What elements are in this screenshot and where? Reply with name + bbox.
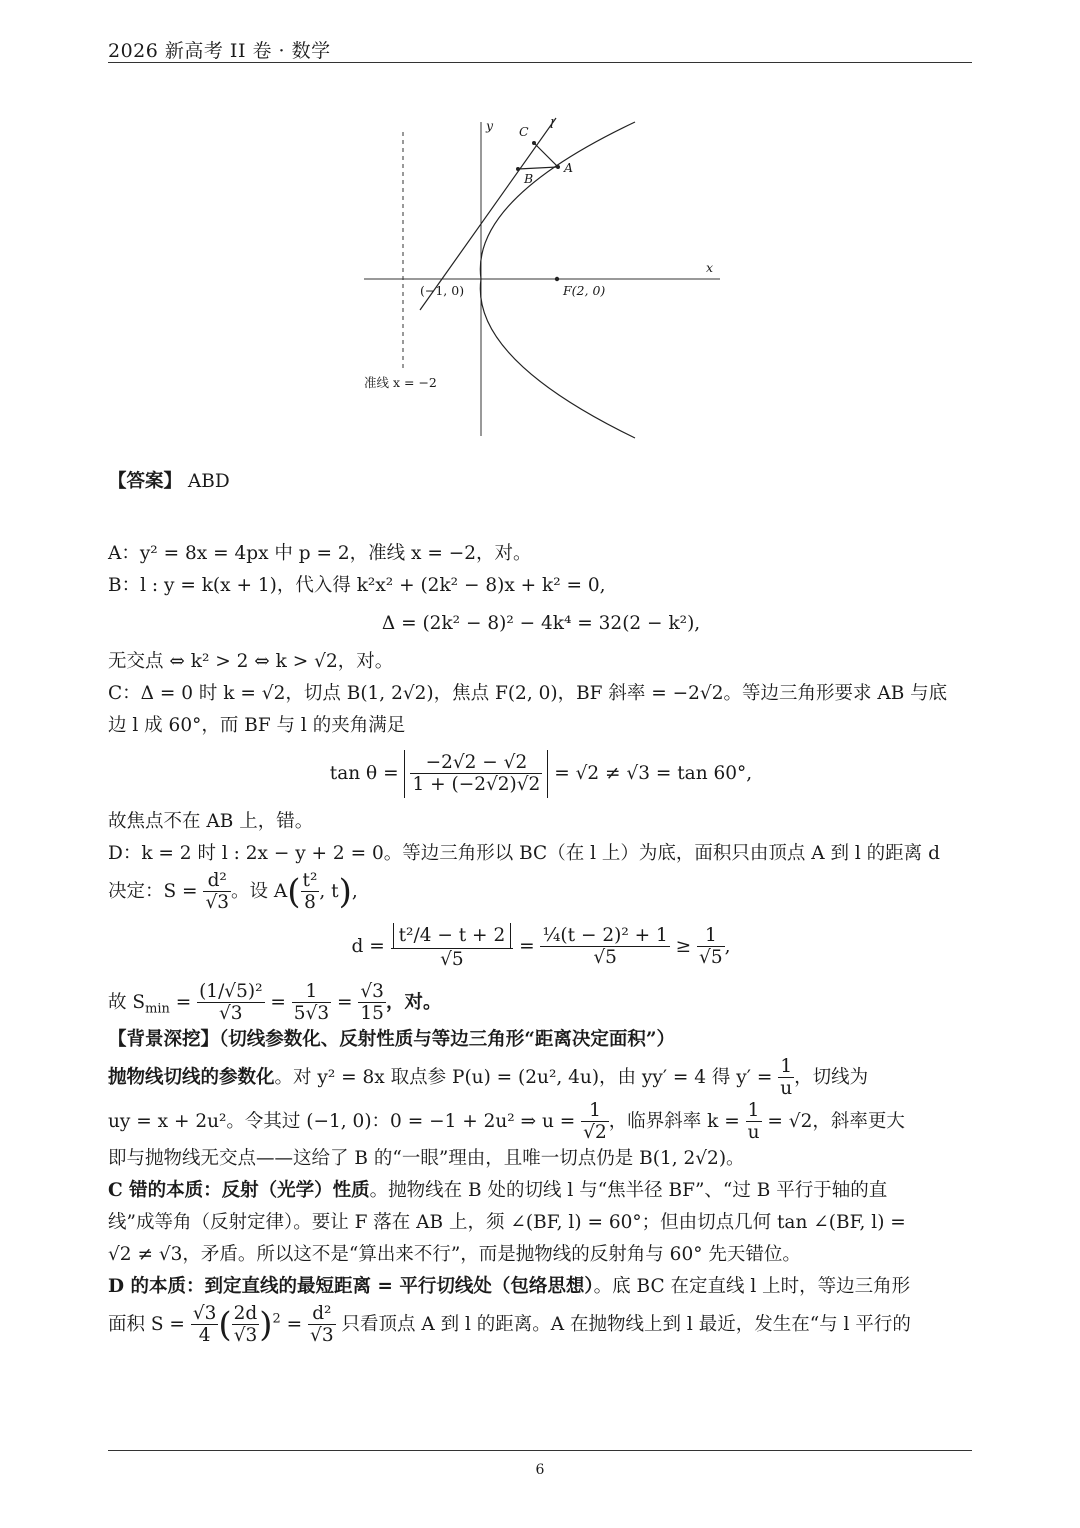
point-a-tail: , t bbox=[319, 880, 339, 902]
point-a-num: t² bbox=[302, 869, 318, 891]
distance-frac2 bbox=[540, 925, 669, 969]
p3-f3-num: d² bbox=[308, 1303, 336, 1325]
distance-frac1 bbox=[391, 923, 514, 971]
background-p2-line2: 线”成等角（反射定律）。要让 F 落在 AB 上，须 ∠(BF, l) = 60°；但由切点几何 tan ∠(BF, l) = bbox=[108, 1212, 906, 1234]
smin-sub: min bbox=[145, 1001, 170, 1017]
point-a-den: 8 bbox=[304, 891, 316, 913]
background-p1-line1 bbox=[108, 1056, 974, 1100]
tan-fraction bbox=[410, 752, 542, 796]
option-c-conclusion: 故焦点不在 AB 上，错。 bbox=[108, 810, 314, 832]
smin-f3-den: 15 bbox=[360, 1002, 384, 1024]
smin-label: 故 S bbox=[108, 991, 146, 1013]
triangle-abc bbox=[518, 143, 558, 169]
smin-f2-den: 5√3 bbox=[293, 1002, 330, 1024]
option-c-line2: 边 l 成 60°，而 BF 与 l 的夹角满足 bbox=[108, 715, 406, 736]
solution-body bbox=[108, 466, 974, 1347]
distance-abs: t²/4 − t + 2 bbox=[393, 923, 512, 948]
page-header: 2026 新高考 II 卷 · 数学 bbox=[108, 40, 331, 62]
p3-f2-num: 2d bbox=[233, 1303, 258, 1325]
tan-theta-lhs: tan θ = bbox=[329, 762, 399, 784]
smin-verdict: ，对。 bbox=[385, 991, 442, 1013]
label-l: l bbox=[550, 116, 554, 131]
yprime-den: u bbox=[780, 1078, 793, 1100]
yprime-num: 1 bbox=[778, 1056, 794, 1078]
option-a-text: A：y² = 8x = 4px 中 p = 2，准线 x = −2，对。 bbox=[108, 543, 532, 564]
distance-frac1-den: √5 bbox=[440, 949, 464, 971]
tan-fraction-den: 1 + (−2√2)√2 bbox=[412, 774, 541, 796]
option-d-line2: 决定：S = $\frac{\text{d²}}{√3}$ 。设 A( $\frac{\text{t²}}{8}$ , t), bbox=[108, 869, 358, 913]
label-directrix: 准线 x = −2 bbox=[364, 375, 437, 390]
background-p1-line2 bbox=[108, 1100, 974, 1144]
point-c bbox=[532, 141, 536, 145]
background-p3-title: D 的本质：到定直线的最短距离 = 平行切线处（包络思想） bbox=[108, 1276, 594, 1298]
point-a bbox=[556, 165, 560, 169]
page-number: 6 bbox=[535, 1462, 545, 1478]
point-f bbox=[555, 277, 559, 281]
u-value-num: 1 bbox=[581, 1100, 609, 1122]
label-neg1-0: (−1, 0) bbox=[420, 283, 465, 298]
option-c-line1: C：Δ = 0 时 k = √2，切点 B(1, 2√2)，焦点 F(2, 0)，BF 斜率 = −2√2。等边三角形要求 AB 与底 bbox=[108, 683, 948, 704]
p3-f2-den: √3 bbox=[233, 1325, 258, 1347]
distance-lhs: d = bbox=[351, 935, 385, 957]
parabola-figure bbox=[360, 110, 730, 440]
smin-f1-den: √3 bbox=[219, 1002, 243, 1024]
background-p1-text1: 。对 y² = 8x 取点参 P(u) = (2u², 4u)，由 yy′ = 4 得 y′ = bbox=[274, 1066, 773, 1088]
background-p2-title: C 错的本质：反射（光学）性质 bbox=[108, 1180, 370, 1202]
point-a-fraction bbox=[301, 870, 320, 914]
tan-theta-rhs: = √2 ≠ √3 = tan 60°, bbox=[554, 762, 753, 784]
background-p3-line1 bbox=[108, 1271, 974, 1303]
p3-f1-den: 4 bbox=[198, 1325, 211, 1347]
tan-fraction-num: −2√2 − √2 bbox=[410, 752, 542, 774]
background-p2-line1 bbox=[108, 1175, 974, 1207]
option-b-display: Δ = (2k² − 8)² − 4k⁴ = 32(2 − k²), bbox=[381, 613, 701, 634]
p3-f3-den: √3 bbox=[310, 1325, 334, 1347]
option-b-conclusion: 无交点 ⇔ k² > 2 ⇔ k > √2，对。 bbox=[108, 651, 394, 672]
background-p1-text2-end: = √2，斜率更大 bbox=[767, 1110, 905, 1132]
answer-line bbox=[108, 466, 974, 498]
smin-f3-num: √3 bbox=[360, 980, 384, 1002]
background-p3-line2: 面积 S = $\frac{√3}{4}$ ( $\frac{2d}{√3}$ )$^2$ = $\frac{\text{d²}}{√3}$ 只看顶点 A 到 l 的距离。A 在抛物线上到 l 最近，发生在“与 l 平行的 bbox=[108, 1303, 911, 1347]
background-p3-text1: 。底 BC 在定直线 l 上时，等边三角形 bbox=[593, 1276, 911, 1298]
distance-frac3-den: √5 bbox=[699, 947, 723, 969]
option-d-conclusion: 故 $S_{min}$ = $\frac{\text{(1/√5)²}}{√3}$ = $\frac{1}{5√3}$ = $\frac{√3}{15}$ ，对。 bbox=[108, 980, 442, 1024]
answer-tag: 【答案】 bbox=[108, 471, 183, 492]
set-point-a: 。设 A bbox=[231, 880, 288, 902]
label-focus: F(2, 0) bbox=[563, 283, 606, 298]
background-p1-text2-mid: ，临界斜率 k = bbox=[608, 1110, 740, 1132]
background-p1-text2: uy = x + 2u²。令其过 (−1, 0)：0 = −1 + 2u² ⇒ u = bbox=[108, 1110, 576, 1132]
option-d-line1: D：k = 2 时 l : 2x − y + 2 = 0。等边三角形以 BC（在 l 上）为底，面积只由顶点 A 到 l 的距离 d bbox=[108, 842, 940, 864]
smin-f2-num: 1 bbox=[292, 981, 331, 1003]
k-value-num: 1 bbox=[746, 1100, 762, 1122]
area-frac-den: √3 bbox=[205, 891, 230, 913]
area-frac-num: d² bbox=[203, 870, 231, 892]
smin-f1-num: (1/√5)² bbox=[199, 980, 263, 1002]
background-p1-line3: 即与抛物线无交点——这给了 B 的“一眼”理由，且唯一切点仍是 B(1, 2√2)。 bbox=[108, 1148, 745, 1170]
header-divider bbox=[108, 62, 972, 63]
answer-value: ABD bbox=[187, 471, 230, 492]
tangent-line-l bbox=[420, 118, 556, 310]
p3-f1-num: √3 bbox=[192, 1303, 217, 1325]
distance-frac3-num: 1 bbox=[697, 925, 725, 947]
label-b: B bbox=[524, 171, 534, 186]
distance-frac2-num: ¼(t − 2)² + 1 bbox=[542, 925, 668, 947]
area-fraction bbox=[203, 870, 231, 914]
background-p3-text2-end: 只看顶点 A 到 l 的距离。A 在抛物线上到 l 最近，发生在“与 l 平行的 bbox=[341, 1313, 911, 1335]
label-c: C bbox=[519, 124, 529, 139]
label-y: y bbox=[486, 118, 494, 133]
background-heading: 【背景深挖】（切线参数化、反射性质与等边三角形“距离决定面积”） bbox=[108, 1029, 676, 1051]
u-value-den: √2 bbox=[583, 1121, 607, 1143]
background-p3-text2: 面积 S = bbox=[108, 1313, 185, 1335]
distance-frac3 bbox=[697, 925, 725, 969]
point-b bbox=[516, 167, 520, 171]
area-formula-lhs: 决定：S = bbox=[108, 880, 198, 902]
background-p1-title: 抛物线切线的参数化 bbox=[108, 1066, 275, 1088]
option-d-display: d = $\frac{\text{t²/4 − t + 2}}{√5}$ = $\frac{\text{¼(t − 2)² + 1}}{√5}$ ≥ $\frac{1}{√5}$ , bbox=[351, 925, 731, 971]
background-p2-text1: 。抛物线在 B 处的切线 l 与“焦半径 BF”、“过 B 平行于轴的直 bbox=[369, 1180, 888, 1202]
abs-value bbox=[404, 750, 548, 798]
background-p1-text1-end: ，切线为 bbox=[794, 1066, 869, 1088]
option-c-display bbox=[108, 750, 974, 798]
k-value-den: u bbox=[747, 1121, 760, 1143]
option-b-text: B：l : y = k(x + 1)，代入得 k²x² + (2k² − 8)x + k² = 0, bbox=[108, 575, 606, 596]
label-x: x bbox=[706, 260, 714, 275]
background-p2-line3: √2 ≠ √3，矛盾。所以这不是“算出来不行”，而是抛物线的反射角与 60° 先天错位。 bbox=[108, 1244, 801, 1266]
footer-divider bbox=[108, 1450, 972, 1451]
label-a: A bbox=[564, 160, 574, 175]
distance-frac2-den: √5 bbox=[593, 947, 617, 969]
